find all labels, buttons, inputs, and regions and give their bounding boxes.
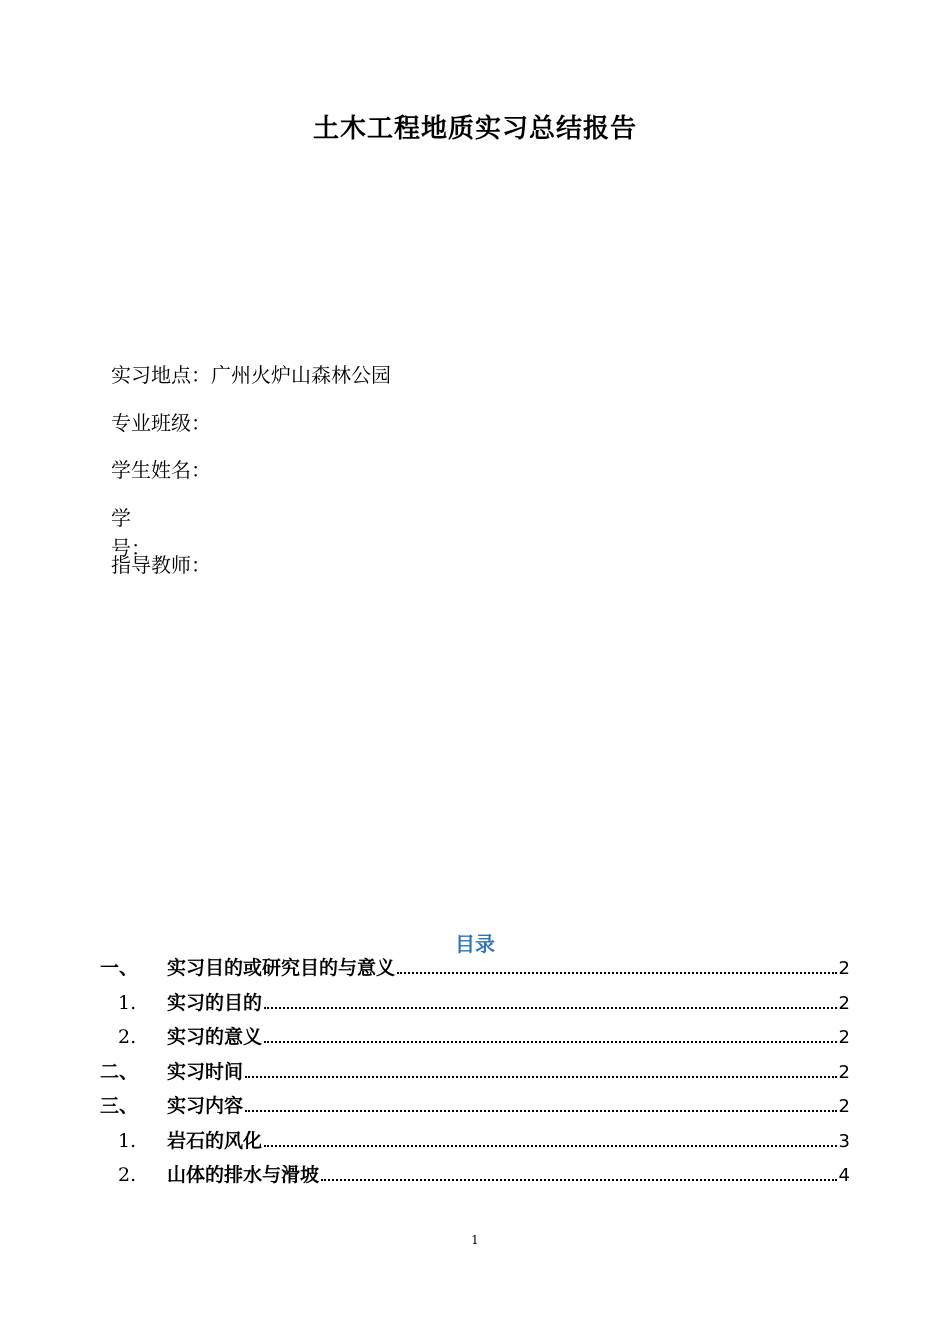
info-row-advisor <box>111 550 391 598</box>
toc-entry-text[interactable]: 实习时间 <box>167 1060 244 1083</box>
student-name-label: 学生姓名： <box>111 458 211 482</box>
toc-dot-leader <box>321 1178 837 1181</box>
toc-entry[interactable] <box>100 988 850 1023</box>
class-label: 专业班级： <box>111 410 211 435</box>
toc-dot-leader <box>245 1075 837 1078</box>
page-number: 1 <box>471 1233 479 1247</box>
document-title: 土木工程地质实习总结报告 <box>312 114 637 144</box>
location-value: 广州火炉山森林公园 <box>211 363 391 387</box>
toc-entry-number: 2. <box>118 1026 137 1048</box>
toc-entry-number: 1. <box>118 1129 137 1152</box>
toc-entry-text[interactable]: 实习的目的 <box>167 991 263 1014</box>
table-of-contents <box>100 953 850 1195</box>
location-label: 实习地点： <box>111 363 211 387</box>
toc-entry-text[interactable]: 山体的排水与滑坡 <box>167 1164 320 1186</box>
toc-entry-page: 2 <box>838 1027 850 1048</box>
toc-entry-number: 二、 <box>100 1060 139 1083</box>
toc-entry-text[interactable]: 岩石的风化 <box>167 1129 263 1152</box>
toc-dot-leader <box>264 1040 837 1043</box>
toc-entry[interactable] <box>100 1091 850 1126</box>
info-block <box>111 360 391 598</box>
toc-dot-leader <box>264 1006 837 1009</box>
toc-dot-leader <box>264 1144 837 1147</box>
toc-entry-page: 2 <box>838 992 850 1014</box>
toc-entry-page: 3 <box>838 1130 850 1152</box>
toc-entry[interactable] <box>100 953 850 988</box>
toc-entry-number: 1. <box>118 991 137 1014</box>
toc-dot-leader <box>245 1109 837 1112</box>
toc-entry[interactable] <box>100 1160 850 1195</box>
toc-entry-text[interactable]: 实习的意义 <box>167 1026 263 1048</box>
info-row-class <box>111 408 391 456</box>
toc-entry-text[interactable]: 实习内容 <box>167 1095 244 1117</box>
toc-entry-page: 2 <box>838 958 850 979</box>
toc-entry[interactable] <box>100 1126 850 1161</box>
toc-entry-number: 2. <box>118 1164 137 1186</box>
toc-entry-page: 2 <box>838 1061 850 1083</box>
student-id-label-part2: 号： <box>111 535 151 560</box>
toc-entry[interactable] <box>100 1057 850 1092</box>
info-row-student-name <box>111 455 391 503</box>
student-id-label-part1: 学 <box>111 505 131 530</box>
toc-dot-leader <box>397 971 837 974</box>
info-row-student-id <box>111 503 391 560</box>
toc-entry-number: 一、 <box>100 957 139 979</box>
advisor-label: 指导教师： <box>111 553 211 577</box>
toc-entry-text[interactable]: 实习目的或研究目的与意义 <box>167 957 396 979</box>
toc-entry-page: 2 <box>838 1096 850 1117</box>
toc-entry[interactable] <box>100 1022 850 1057</box>
toc-entry-number: 三、 <box>100 1095 139 1117</box>
toc-heading: 目录 <box>455 932 495 956</box>
info-row-location <box>111 360 391 408</box>
toc-entry-page: 4 <box>838 1165 850 1186</box>
